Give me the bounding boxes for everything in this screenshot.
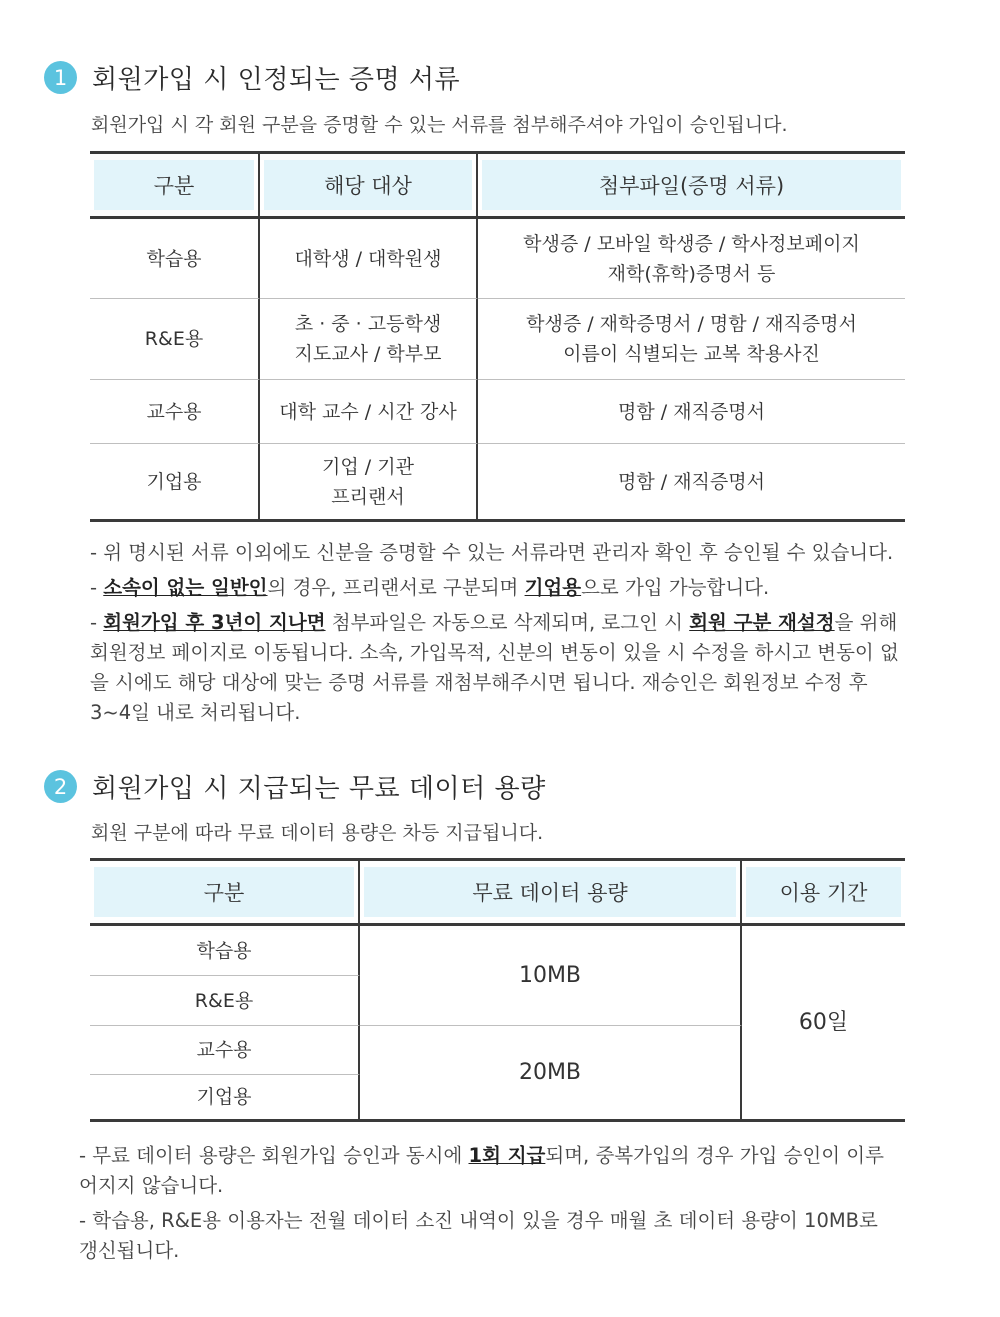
section1-notes xyxy=(90,538,905,733)
proof-documents-table xyxy=(90,151,905,522)
row-category: 기업용 xyxy=(90,1075,360,1122)
row-category: R&E용 xyxy=(90,976,360,1026)
table-row xyxy=(90,444,905,522)
capacity-cell: 20MB xyxy=(360,1026,742,1122)
header-category: 구분 xyxy=(90,151,260,219)
header-period: 이용 기간 xyxy=(742,858,905,926)
row-target: 대학생 / 대학원생 xyxy=(260,219,478,299)
note-1: - 위 명시된 서류 이외에도 신분을 증명할 수 있는 서류라면 관리자 확인 후 승인될 수 있습니다. xyxy=(90,541,894,564)
table-row xyxy=(90,926,905,976)
row-category: 학습용 xyxy=(90,219,260,299)
row-documents: 명함 / 재직증명서 xyxy=(478,444,905,522)
header-category: 구분 xyxy=(90,858,360,926)
row-target: 대학 교수 / 시간 강사 xyxy=(260,380,478,444)
row-target: 기업 / 기관 프리랜서 xyxy=(260,444,478,522)
row-category: 기업용 xyxy=(90,444,260,522)
section2-notes xyxy=(79,1141,899,1271)
table-row xyxy=(90,219,905,299)
section2-number-badge: 2 xyxy=(44,770,77,803)
section2-title: 회원가입 시 지급되는 무료 데이터 용량 xyxy=(92,774,546,804)
note-2: - 학습용, R&E용 이용자는 전월 데이터 소진 내역이 있을 경우 매월 초 데이터 용량이 10MB로 갱신됩니다. xyxy=(79,1209,878,1262)
row-documents: 명함 / 재직증명서 xyxy=(478,380,905,444)
section1-heading xyxy=(44,59,460,96)
section1-number-badge: 1 xyxy=(44,61,77,94)
row-category: 교수용 xyxy=(90,1026,360,1075)
section2-heading xyxy=(44,768,546,805)
note-2: - 소속이 없는 일반인의 경우, 프리랜서로 구분되며 기업용으로 가입 가능합니다. xyxy=(90,576,770,599)
row-category: R&E용 xyxy=(90,299,260,380)
section2-subtitle: 회원 구분에 따라 무료 데이터 용량은 차등 지급됩니다. xyxy=(91,822,544,844)
note-1: - 무료 데이터 용량은 회원가입 승인과 동시에 1회 지급되며, 중복가입의 경우 가입 승인이 이루어지지 않습니다. xyxy=(79,1144,884,1197)
period-cell: 60일 xyxy=(742,926,905,1122)
capacity-cell: 10MB xyxy=(360,926,742,1026)
header-target: 해당 대상 xyxy=(260,151,478,219)
section1-subtitle: 회원가입 시 각 회원 구분을 증명할 수 있는 서류를 첨부해주셔야 가입이 승인됩니다. xyxy=(91,114,788,136)
row-documents: 학생증 / 모바일 학생증 / 학사정보페이지 재학(휴학)증명서 등 xyxy=(478,219,905,299)
row-target: 초 · 중 · 고등학생 지도교사 / 학부모 xyxy=(260,299,478,380)
row-category: 학습용 xyxy=(90,926,360,976)
header-documents: 첨부파일(증명 서류) xyxy=(478,151,905,219)
section1-title: 회원가입 시 인정되는 증명 서류 xyxy=(92,65,461,95)
header-capacity: 무료 데이터 용량 xyxy=(360,858,742,926)
free-data-table xyxy=(90,858,905,1122)
table-row xyxy=(90,380,905,444)
table-row xyxy=(90,299,905,380)
row-documents: 학생증 / 재학증명서 / 명함 / 재직증명서 이름이 식별되는 교복 착용사진 xyxy=(478,299,905,380)
row-category: 교수용 xyxy=(90,380,260,444)
note-3: - 회원가입 후 3년이 지나면 첨부파일은 자동으로 삭제되며, 로그인 시 회원 구분 재설정을 위해 회원정보 페이지로 이동됩니다. 소속, 가입목적, 신분의 변동이 있을 시 수정을 하시고 변동이 없을 시에도 해당 대상에 맞는 증명 서류를 재첨부해주시면 됩니다. 재승인은 회원정보 수정 후 3~4일 내로 처리됩니다. xyxy=(90,611,899,724)
